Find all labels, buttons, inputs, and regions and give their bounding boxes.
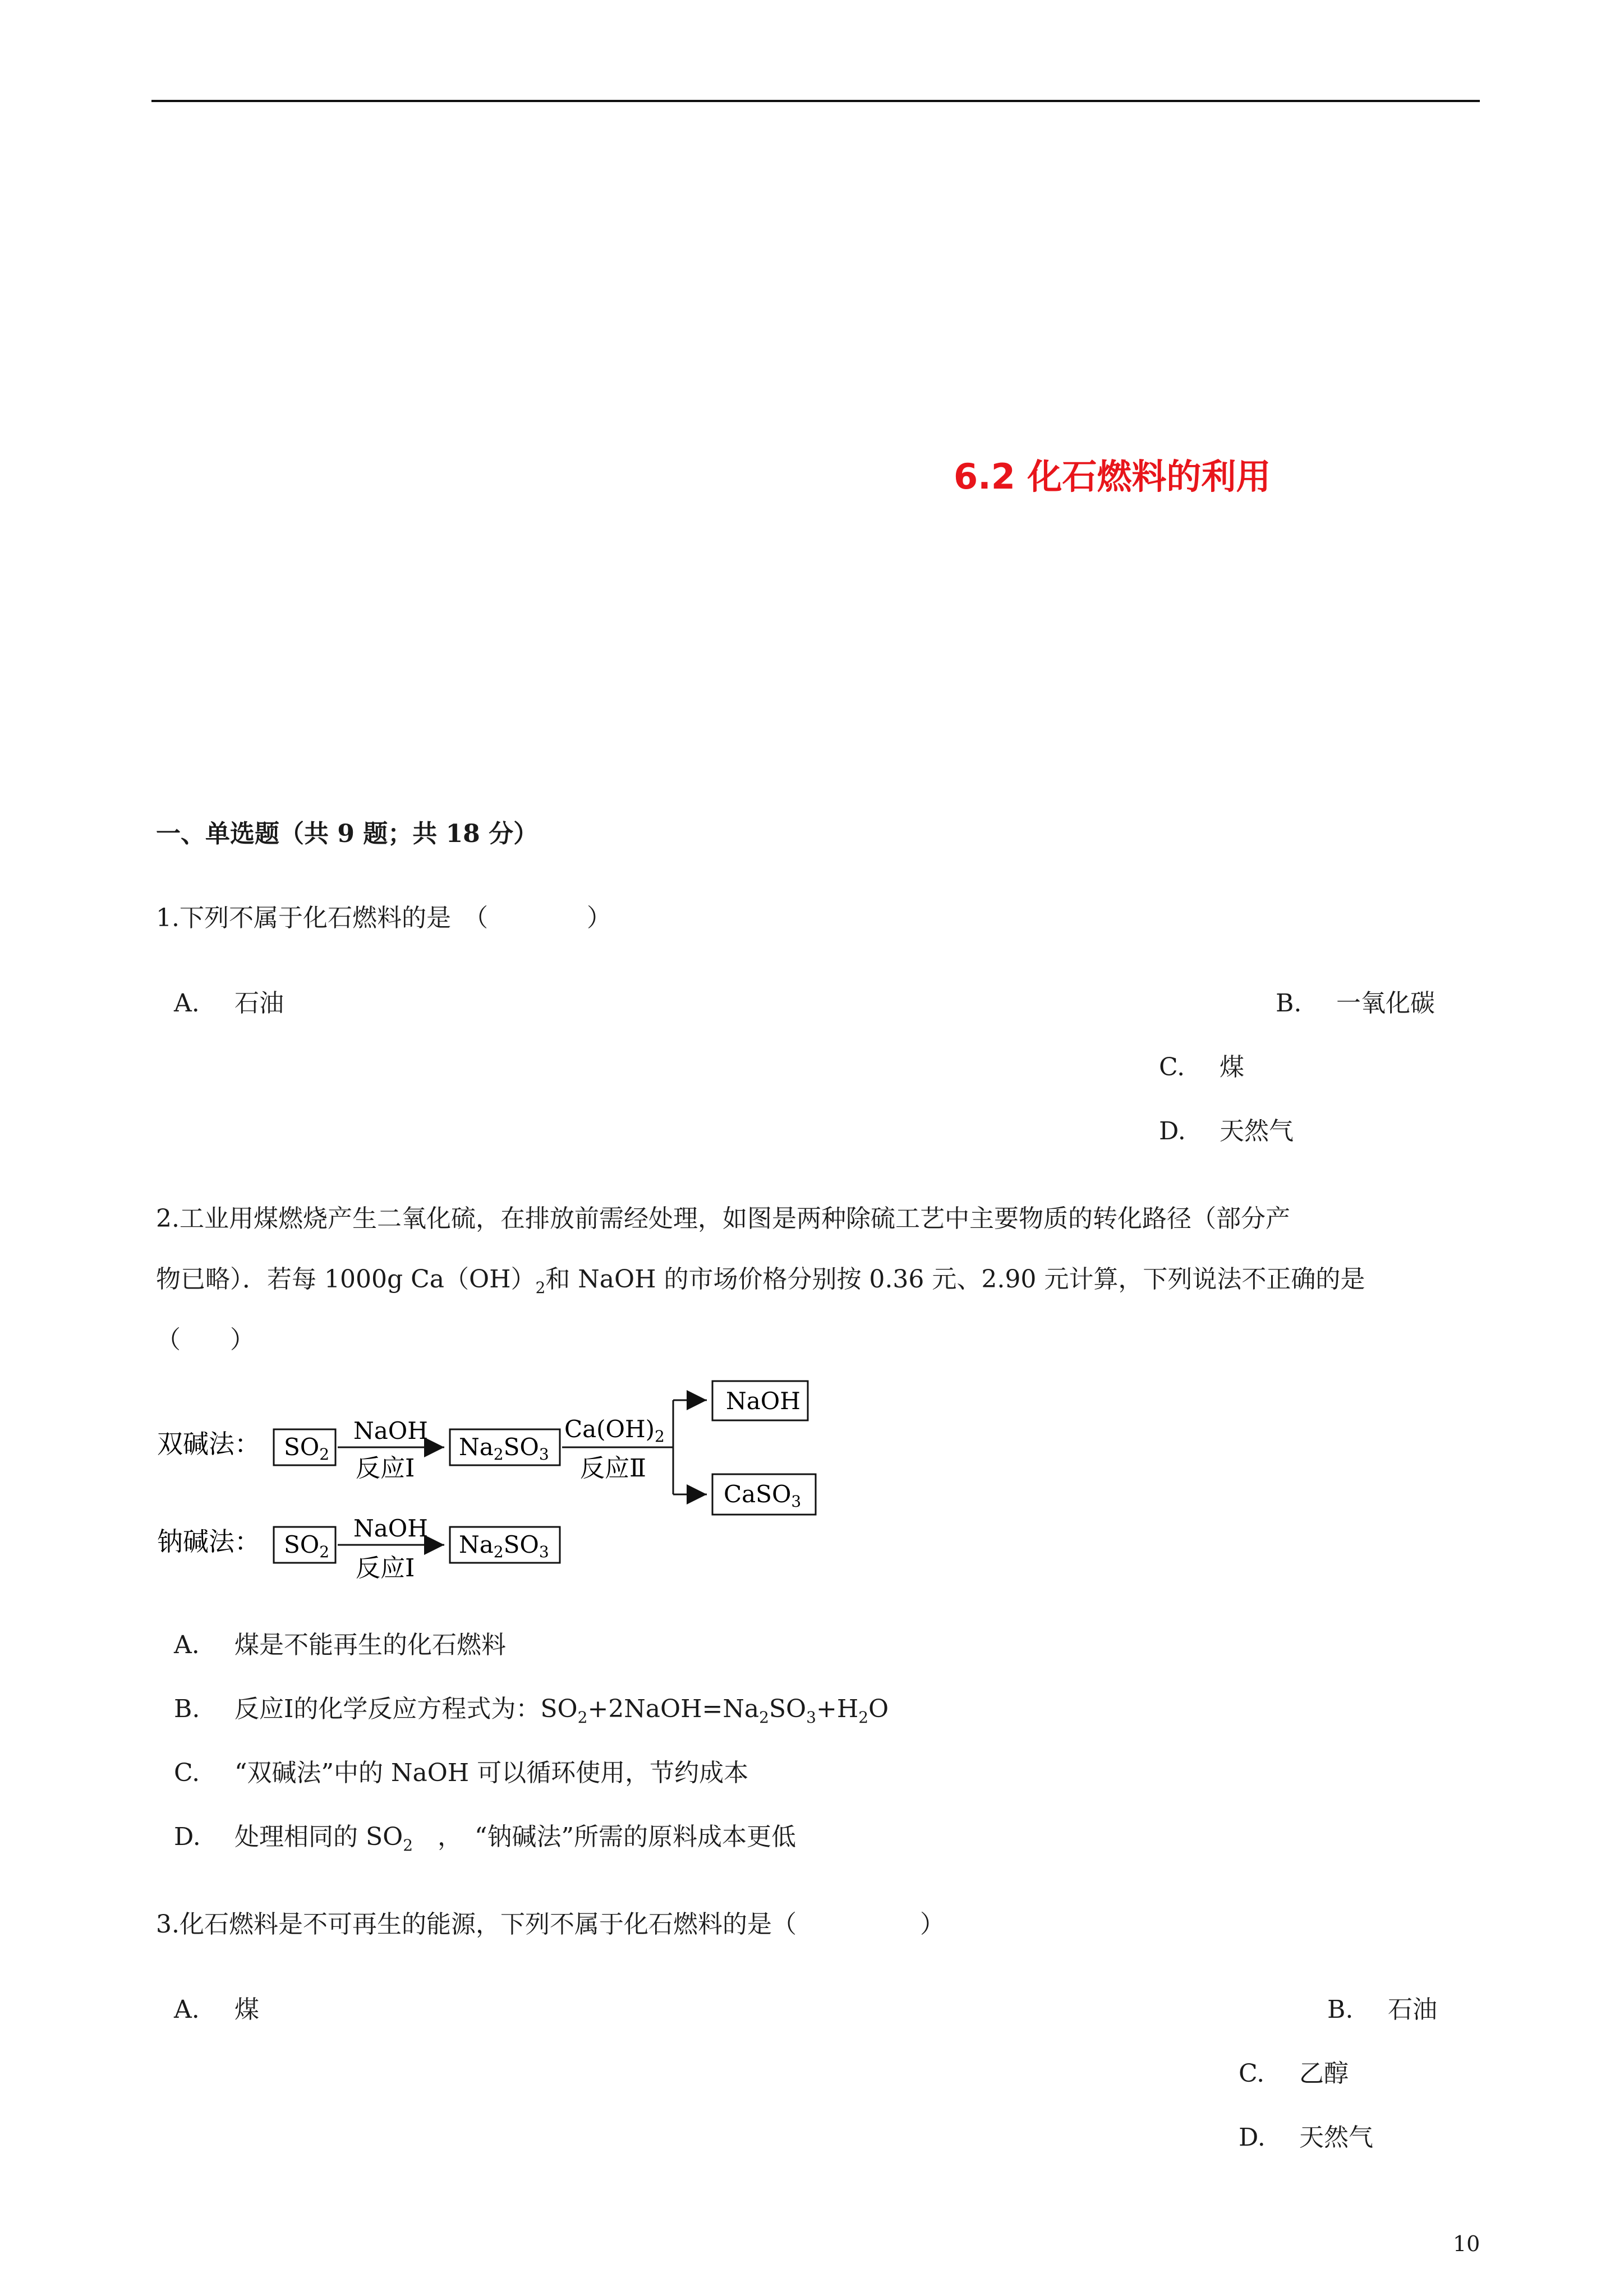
naoh-reagent-2: NaOH <box>353 1515 428 1542</box>
option-text: +2NaOH=Na <box>587 1695 760 1723</box>
option-letter: D. <box>1239 2123 1266 2152</box>
option-letter: D. <box>174 1823 201 1851</box>
q2-option-c <box>174 1752 748 1788</box>
reaction-1-label: 反应Ⅰ <box>356 1454 415 1483</box>
option-text: 石油 <box>1388 1995 1437 2024</box>
so2-formula-1: SO2 <box>284 1433 330 1464</box>
q3-option-c <box>1239 2053 1349 2089</box>
subscript: 2 <box>535 1278 546 1297</box>
q1-option-a <box>174 983 284 1019</box>
section-heading: 一、单选题（共 9 题；共 18 分） <box>156 820 539 848</box>
option-text: 天然气 <box>1220 1117 1294 1145</box>
q2-option-b <box>174 1688 889 1727</box>
q1-option-d <box>1159 1111 1294 1147</box>
reaction-1-label-b: 反应Ⅰ <box>356 1554 415 1582</box>
option-text: 煤 <box>234 1995 259 2024</box>
option-text: SO <box>769 1695 807 1723</box>
question-3-stem: 3.化石燃料是不可再生的能源，下列不属于化石燃料的是（ ） <box>156 1910 945 1939</box>
page-number: 10 <box>1453 2231 1480 2256</box>
option-letter: C. <box>1239 2059 1265 2088</box>
q1-option-b <box>1276 983 1435 1019</box>
q2-option-d <box>174 1816 796 1855</box>
desulfurization-diagram <box>151 1374 881 1593</box>
q3-option-d <box>1239 2117 1373 2153</box>
na2so3-formula-1: Na2SO3 <box>459 1433 549 1464</box>
sodium-alkali-label: 钠碱法： <box>157 1526 260 1557</box>
option-letter: B. <box>174 1695 200 1723</box>
q2-option-a <box>174 1625 506 1660</box>
option-text: 乙醇 <box>1299 2059 1349 2088</box>
reaction-2-label: 反应Ⅱ <box>580 1454 646 1483</box>
document-title: 6.2 化石燃料的利用 <box>954 456 1271 497</box>
option-text: +H <box>816 1695 859 1723</box>
naoh-reagent-1: NaOH <box>353 1417 428 1444</box>
option-letter: C. <box>174 1759 200 1787</box>
option-text: 一氧化碳 <box>1336 989 1435 1018</box>
na2so3-formula-2: Na2SO3 <box>459 1531 549 1561</box>
subscript: 2 <box>858 1708 869 1727</box>
option-text: 天然气 <box>1299 2123 1373 2152</box>
subscript: 3 <box>806 1708 816 1727</box>
header-rule <box>151 100 1480 102</box>
caoh2-reagent: Ca(OH)2 <box>564 1415 665 1446</box>
q2-text: 物已略）．若每 1000g Ca（OH） <box>156 1265 536 1294</box>
q2-text: 和 NaOH 的市场价格分别按 0.36 元、2.90 元计算，下列说法不正确的是 <box>545 1265 1365 1294</box>
q3-option-a <box>174 1989 259 2025</box>
q3-option-b <box>1327 1989 1437 2025</box>
option-text: O <box>868 1695 889 1723</box>
option-text: 处理相同的 SO <box>234 1823 403 1851</box>
option-letter: A. <box>174 1995 200 2024</box>
subscript: 2 <box>759 1708 769 1727</box>
option-letter: A. <box>174 989 200 1018</box>
option-letter: B. <box>1327 1995 1354 2024</box>
double-alkali-label: 双碱法： <box>157 1429 260 1459</box>
caso3-product: CaSO3 <box>724 1480 802 1511</box>
option-letter: A. <box>174 1631 200 1659</box>
option-letter: B. <box>1276 989 1302 1018</box>
subscript: 2 <box>577 1708 588 1727</box>
option-text: 石油 <box>234 989 284 1018</box>
option-text: 煤是不能再生的化石燃料 <box>234 1631 506 1659</box>
option-text: “双碱法”中的 NaOH 可以循环使用，节约成本 <box>234 1759 749 1787</box>
question-1-stem: 1.下列不属于化石燃料的是 （ ） <box>156 904 611 932</box>
subscript: 2 <box>403 1836 413 1855</box>
option-letter: D. <box>1159 1117 1186 1145</box>
option-text: 煤 <box>1220 1053 1244 1082</box>
option-letter: C. <box>1159 1053 1185 1082</box>
option-text: ， “钠碱法”所需的原料成本更低 <box>413 1823 797 1851</box>
q1-option-c <box>1159 1047 1244 1083</box>
question-2-line-1: 2.工业用煤燃烧产生二氧化硫，在排放前需经处理，如图是两种除硫工艺中主要物质的转化路径（部分产 <box>156 1204 1290 1233</box>
question-2-line-3: （ ） <box>156 1326 255 1354</box>
so2-formula-2: SO2 <box>284 1531 330 1561</box>
question-2-line-2 <box>156 1259 1365 1297</box>
naoh-product: NaOH <box>726 1387 801 1415</box>
option-text: 反应Ⅰ的化学反应方程式为：SO <box>234 1695 578 1723</box>
